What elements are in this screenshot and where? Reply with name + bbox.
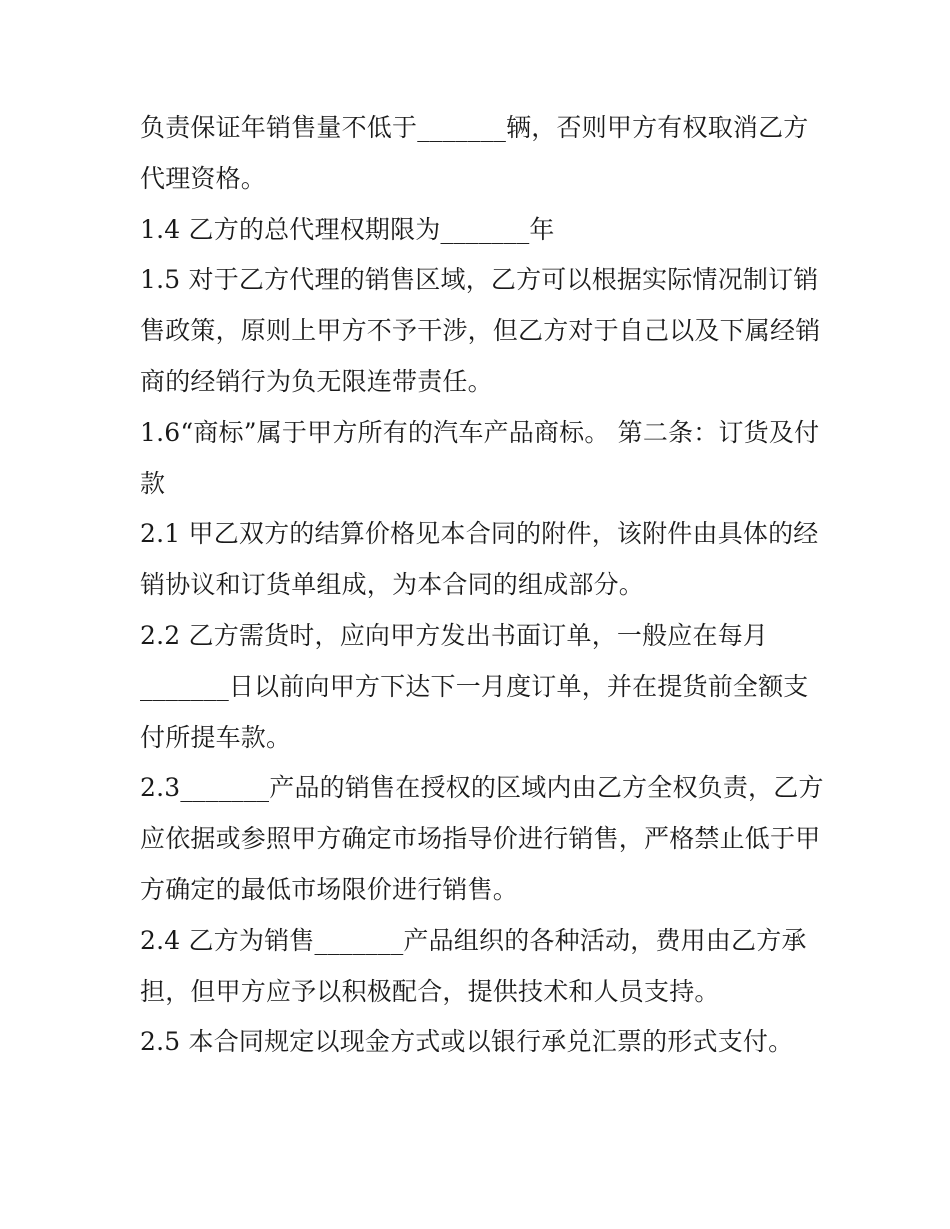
text-line: 代理资格。 bbox=[140, 163, 267, 193]
text-line: 2.3_______产品的销售在授权的区域内由乙方全权负责，乙方 bbox=[140, 773, 824, 803]
text-line: 2.4 乙方为销售_______产品组织的各种活动，费用由乙方承 bbox=[140, 925, 807, 955]
text-line: 款 bbox=[140, 468, 166, 498]
text-line: 商的经销行为负无限连带责任。 bbox=[140, 367, 493, 396]
text-line: 方确定的最低市场限价进行销售。 bbox=[140, 875, 519, 904]
text-line: 负责保证年销售量不低于_______辆，否则甲方有权取消乙方 bbox=[140, 113, 809, 142]
text-line: 售政策，原则上甲方不予干涉，但乙方对于自己以及下属经销 bbox=[140, 316, 821, 346]
text-line: 销协议和订货单组成，为本合同的组成部分。 bbox=[140, 570, 645, 600]
text-line: _______日以前向甲方下达下一月度订单，并在提货前全额支 bbox=[140, 671, 809, 701]
text-line: 1.4 乙方的总代理权期限为_______年 bbox=[140, 214, 555, 244]
text-line: 担，但甲方应予以积极配合，提供技术和人员支持。 bbox=[140, 976, 720, 1006]
text-line: 付所提车款。 bbox=[140, 722, 292, 752]
text-line: 2.1 甲乙双方的结算价格见本合同的附件，该附件由具体的经 bbox=[140, 519, 819, 549]
text-line: 1.5 对于乙方代理的销售区域，乙方可以根据实际情况制订销 bbox=[140, 265, 819, 295]
text-line: 2.2 乙方需货时，应向甲方发出书面订单，一般应在每月 bbox=[140, 621, 769, 650]
text-line: 2.5 本合同规定以现金方式或以银行承兑汇票的形式支付。 bbox=[140, 1027, 794, 1057]
text-line: 1.6“商标”属于甲方所有的汽车产品商标。 第二条：订货及付 bbox=[140, 417, 820, 447]
text-line: 应依据或参照甲方确定市场指导价进行销售，严格禁止低于甲 bbox=[140, 824, 821, 854]
